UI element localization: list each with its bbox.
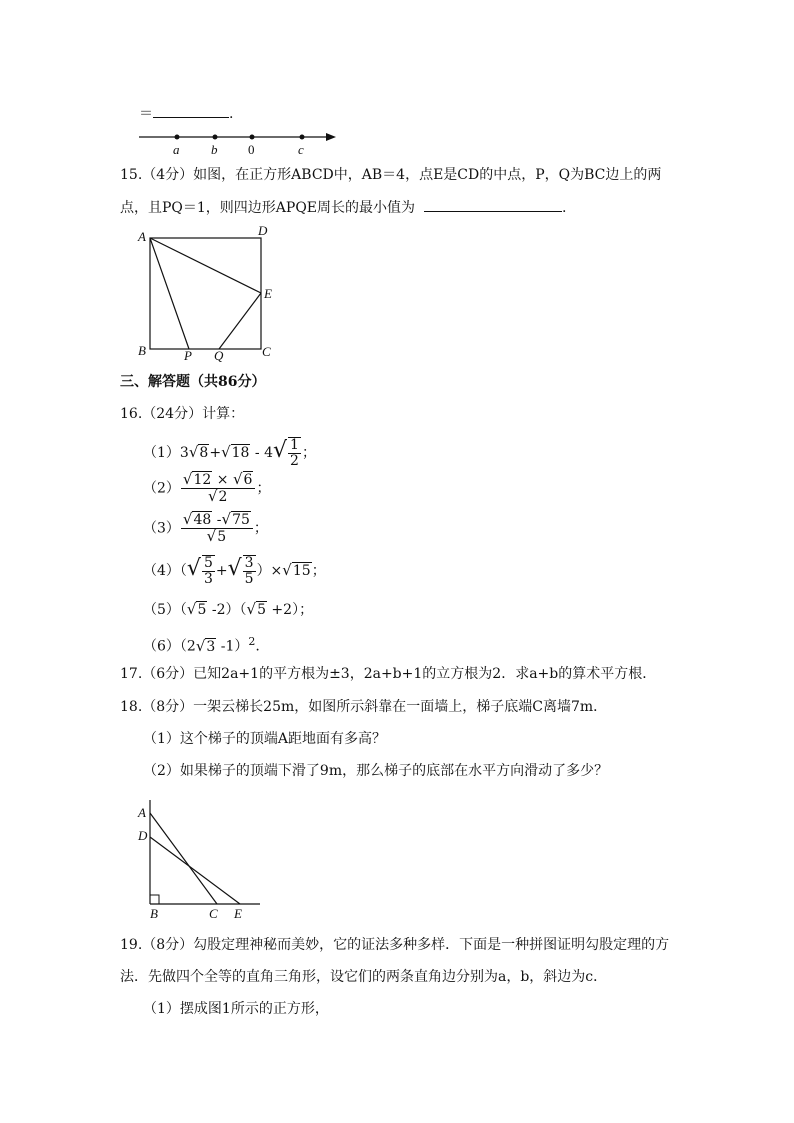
label-0: 0	[248, 142, 255, 157]
sqrt: √15	[282, 561, 311, 579]
q18-line1: 18.（8分）一架云梯长25m，如图所示斜靠在一面墙上，梯子底端C离墙7m．	[120, 699, 608, 715]
label-Q: Q	[214, 348, 224, 363]
sqrt: √18	[221, 443, 250, 461]
q16-part4: （4）（√ $\frac{5}{3}$ +√ $\frac{3}{5}$ ）×√15；	[143, 555, 326, 587]
label-B: B	[150, 906, 158, 921]
q16-part2: （2） $\frac{√12 \times √6}{√2}$ ；	[143, 470, 271, 505]
label-D: D	[258, 223, 268, 238]
label-A: A	[138, 805, 146, 820]
label-C: C	[262, 344, 271, 359]
label-D: D	[138, 828, 148, 843]
right-angle-mark	[150, 895, 159, 904]
fraction: $\frac{√12 \times √6}{√2}$	[181, 472, 256, 505]
label-P: P	[184, 348, 192, 363]
q16-part5: （5）（√5 -2）（√5 +2）；	[143, 600, 314, 618]
fraction: $\frac{√48 -√75}{√5}$	[181, 512, 253, 545]
q15-line1: 15.（4分）如图，在正方形ABCD中，AB＝4，点E是CD的中点，P，Q为BC边上的两	[120, 167, 662, 183]
q19-line1: 19.（8分）勾股定理神秘而美妙，它的证法多种多样．下面是一种拼图证明勾股定理的方	[120, 937, 670, 953]
q14-answer-line: ＝ .	[139, 103, 233, 124]
label-c: c	[298, 142, 304, 157]
q19-sub1: （1）摆成图1所示的正方形，	[143, 1001, 329, 1017]
sqrt: √5	[186, 600, 207, 618]
q16-part6: （6）（2√3 -1）$^2$.	[143, 635, 260, 655]
sqrt: √3	[195, 636, 216, 655]
sqrt-fraction: √ $\frac{5}{3}$	[186, 555, 213, 587]
q16-head: 16.（24分）计算：	[120, 406, 245, 422]
label-A: A	[138, 229, 146, 244]
ladder-AC	[150, 813, 217, 904]
q18-sub2: （2）如果梯子的顶端下滑了9m，那么梯子的底部在水平方向滑动了多少？	[143, 763, 609, 779]
label-a: a	[173, 142, 180, 157]
q16-part1: （1）3√8+√18 - 4√ $\frac{1}{2}$ ；	[143, 437, 316, 469]
q17-text: 17.（6分）已知2a+1的平方根为±3，2a+b+1的立方根为2．求a+b的算术平方根．	[120, 666, 657, 682]
label-B: B	[138, 343, 146, 358]
sqrt: √8	[188, 443, 209, 461]
label-E: E	[234, 906, 242, 921]
sqrt: √5	[246, 600, 266, 618]
label-E: E	[264, 286, 272, 301]
sqrt-fraction: √ $\frac{1}{2}$	[273, 437, 299, 469]
ladder-DE	[150, 837, 240, 904]
sqrt-fraction: √ $\frac{3}{5}$	[227, 555, 254, 587]
q15-line2: 点，且PQ＝1，则四边形APQE周长的最小值为 .	[120, 197, 566, 218]
label-b: b	[211, 142, 218, 157]
q16-part3: （3） $\frac{√48 -√75}{√5}$ ；	[143, 510, 268, 545]
label-C: C	[209, 906, 218, 921]
q19-line2: 法．先做四个全等的直角三角形，设它们的两条直角边分别为a，b，斜边为c．	[120, 969, 608, 985]
section-title: 三、解答题（共86分）	[120, 374, 266, 390]
q18-sub1: （1）这个梯子的顶端A距地面有多高？	[143, 731, 387, 747]
